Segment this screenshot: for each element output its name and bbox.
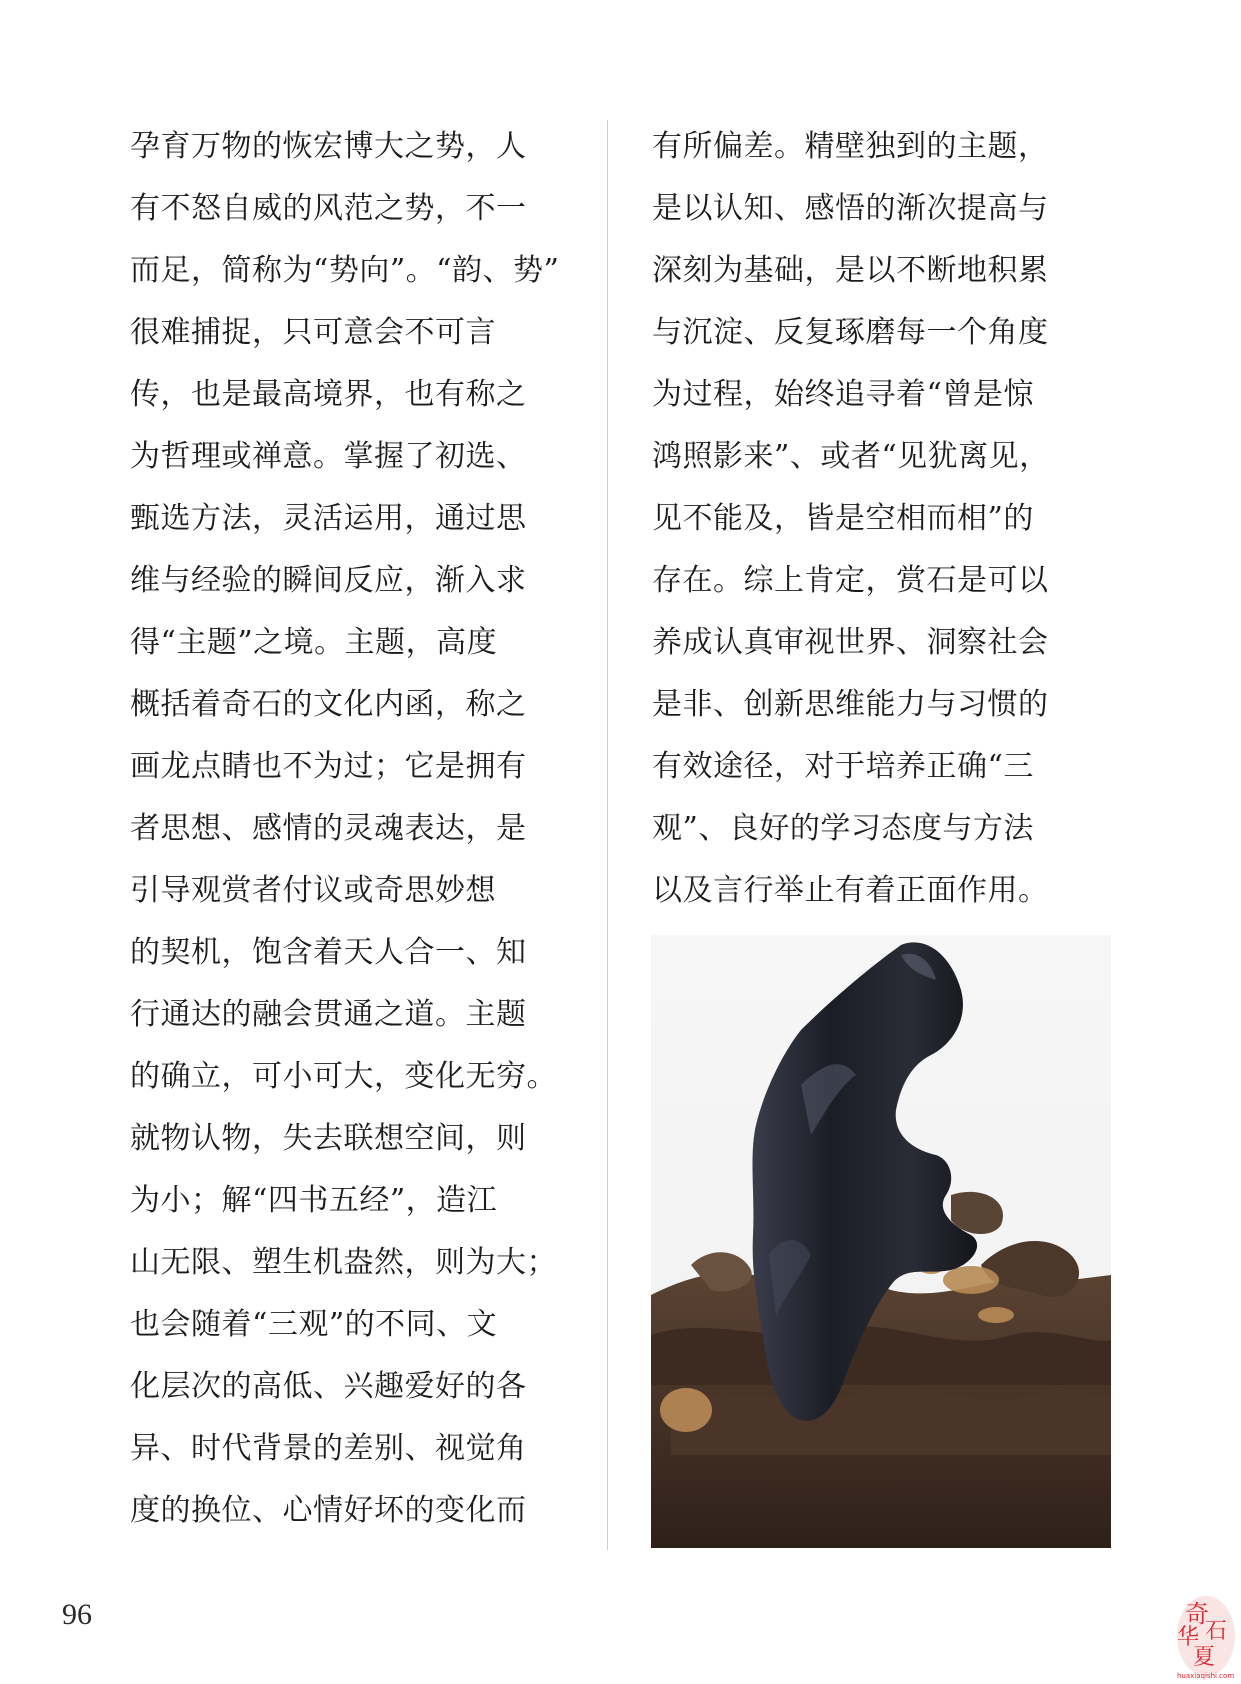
text-line: 甄选方法，灵活运用，通过思 [130,501,527,536]
logo-seal [1175,1592,1237,1680]
page-number: 96 [62,1598,92,1631]
text-line: 与沉淀、反复琢磨每一个角度 [652,315,1049,350]
text-line: 者思想、感情的灵魂表达，是 [130,811,527,846]
text-line: 的契机，饱含着天人合一、知 [130,935,527,970]
text-line: 有所偏差。精壁独到的主题， [652,129,1049,164]
text-line: 概括着奇石的文化内函，称之 [130,687,527,722]
left-text-column [130,116,570,1542]
text-line: 的确立，可小可大，变化无穷。 [130,1059,557,1094]
text-line: 为哲理或禅意。掌握了初选、 [130,439,527,474]
text-line: 传，也是最高境界，也有称之 [130,377,527,412]
text-line: 而足，简称为“势向”。“韵、势” [130,253,560,288]
text-line: 以及言行举止有着正面作用。 [652,873,1049,908]
svg-text:夏: 夏 [1193,1645,1216,1670]
text-line: 有效途径，对于培养正确“三 [652,749,1034,784]
text-line: 山无限、塑生机盎然，则为大； [130,1245,557,1280]
text-line: 得“主题”之境。主题，高度 [130,625,498,660]
svg-text:奇: 奇 [1185,1600,1209,1628]
text-line: 维与经验的瞬间反应，渐入求 [130,563,527,598]
text-line: 画龙点睛也不为过；它是拥有 [130,749,527,784]
text-line: 是以认知、感悟的渐次提高与 [652,191,1049,226]
column-divider [607,120,608,1550]
svg-text:华: 华 [1177,1625,1200,1650]
text-line: 也会随着“三观”的不同、文 [130,1307,498,1342]
text-line: 深刻为基础，是以不断地积累 [652,253,1049,288]
text-line: 有不怒自威的风范之势，不一 [130,191,527,226]
text-line: 就物认物，失去联想空间，则 [130,1121,527,1156]
text-line: 很难捕捉，只可意会不可言 [130,315,496,350]
text-line: 度的换位、心情好坏的变化而 [130,1493,527,1528]
text-line: 行通达的融会贯通之道。主题 [130,997,527,1032]
text-line: 鸿照影来”、或者“见犹离见， [652,439,1050,474]
text-line: 为小；解“四书五经”，造江 [130,1183,498,1218]
text-line: 见不能及，皆是空相而相”的 [652,501,1034,536]
text-line: 化层次的高低、兴趣爱好的各 [130,1369,527,1404]
text-line: 养成认真审视世界、洞察社会 [652,625,1049,660]
right-text-column [652,116,1092,922]
stone-photo [651,935,1111,1548]
text-line: 是非、创新思维能力与习惯的 [652,687,1049,722]
text-line: 引导观赏者付议或奇思妙想 [130,873,496,908]
text-line: 为过程，始终追寻着“曾是惊 [652,377,1034,412]
svg-text:石: 石 [1205,1619,1228,1644]
text-line: 孕育万物的恢宏博大之势，人 [130,129,527,164]
svg-text:huaxiaqishi.com: huaxiaqishi.com [1177,1672,1235,1680]
text-line: 观”、良好的学习态度与方法 [652,811,1034,846]
text-line: 异、时代背景的差别、视觉角 [130,1431,527,1466]
text-line: 存在。综上肯定，赏石是可以 [652,563,1049,598]
